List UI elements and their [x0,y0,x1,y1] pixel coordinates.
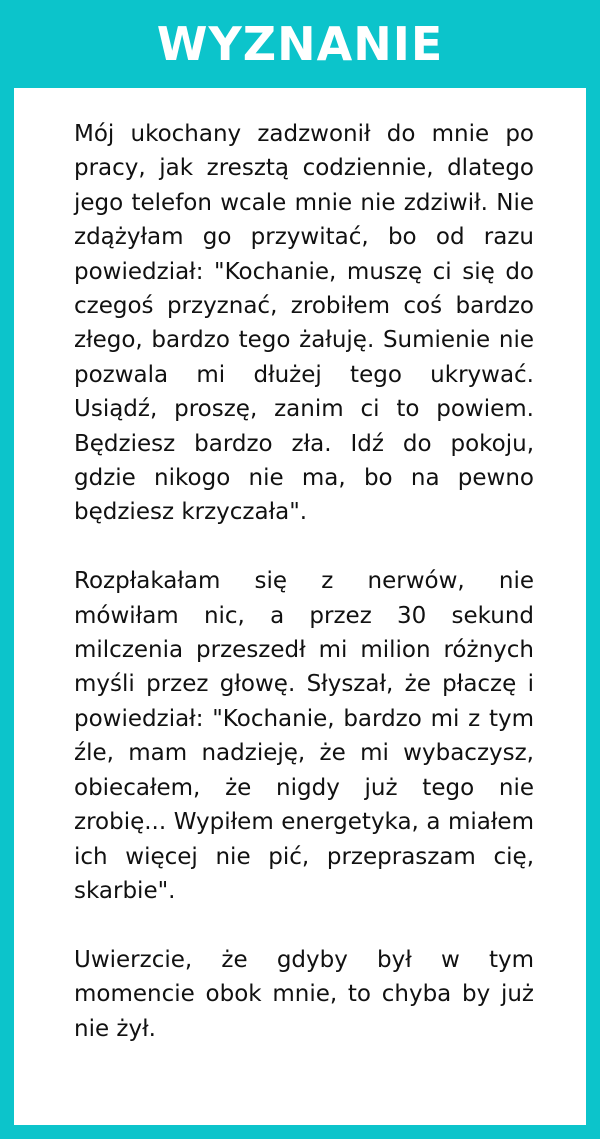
page-title: WYZNANIE [156,17,444,71]
story-paragraph-2: Rozpłakałam się z nerwów, nie mówiłam nic, a przez 30 sekund milczenia przeszedł mi milion różnych myśli przez głowę. Słyszał, że płaczę i powiedział: "Kochanie, bardzo mi z tym źle, mam nadzieję, że mi wybaczysz, obiecałem, że nigdy już tego nie zrobię... Wypiłem energetyka, a miałem ich więcej nie pić, przepraszam cię, skarbie". [74,568,534,904]
story-panel [14,88,586,1125]
story-paragraph-1: Mój ukochany zadzwonił do mnie po pracy, jak zresztą codziennie, dlatego jego telefon wcale mnie nie zdziwił. Nie zdążyłam go przywitać, bo od razu powiedział: "Kochanie, muszę ci się do czegoś przyznać, zrobiłem coś bardzo złego, bardzo tego żałuję. Sumienie nie pozwala mi dłużej tego ukrywać. Usiądź, proszę, zanim ci to powiem. Będziesz bardzo zła. Idź do pokoju, gdzie nikogo nie ma, bo na pewno będziesz krzyczała". [74,121,534,526]
story-paragraph-3: Uwierzcie, że gdyby był w tym momencie obok mnie, to chyba by już nie żył. [74,946,534,1042]
story-text [74,117,534,1046]
